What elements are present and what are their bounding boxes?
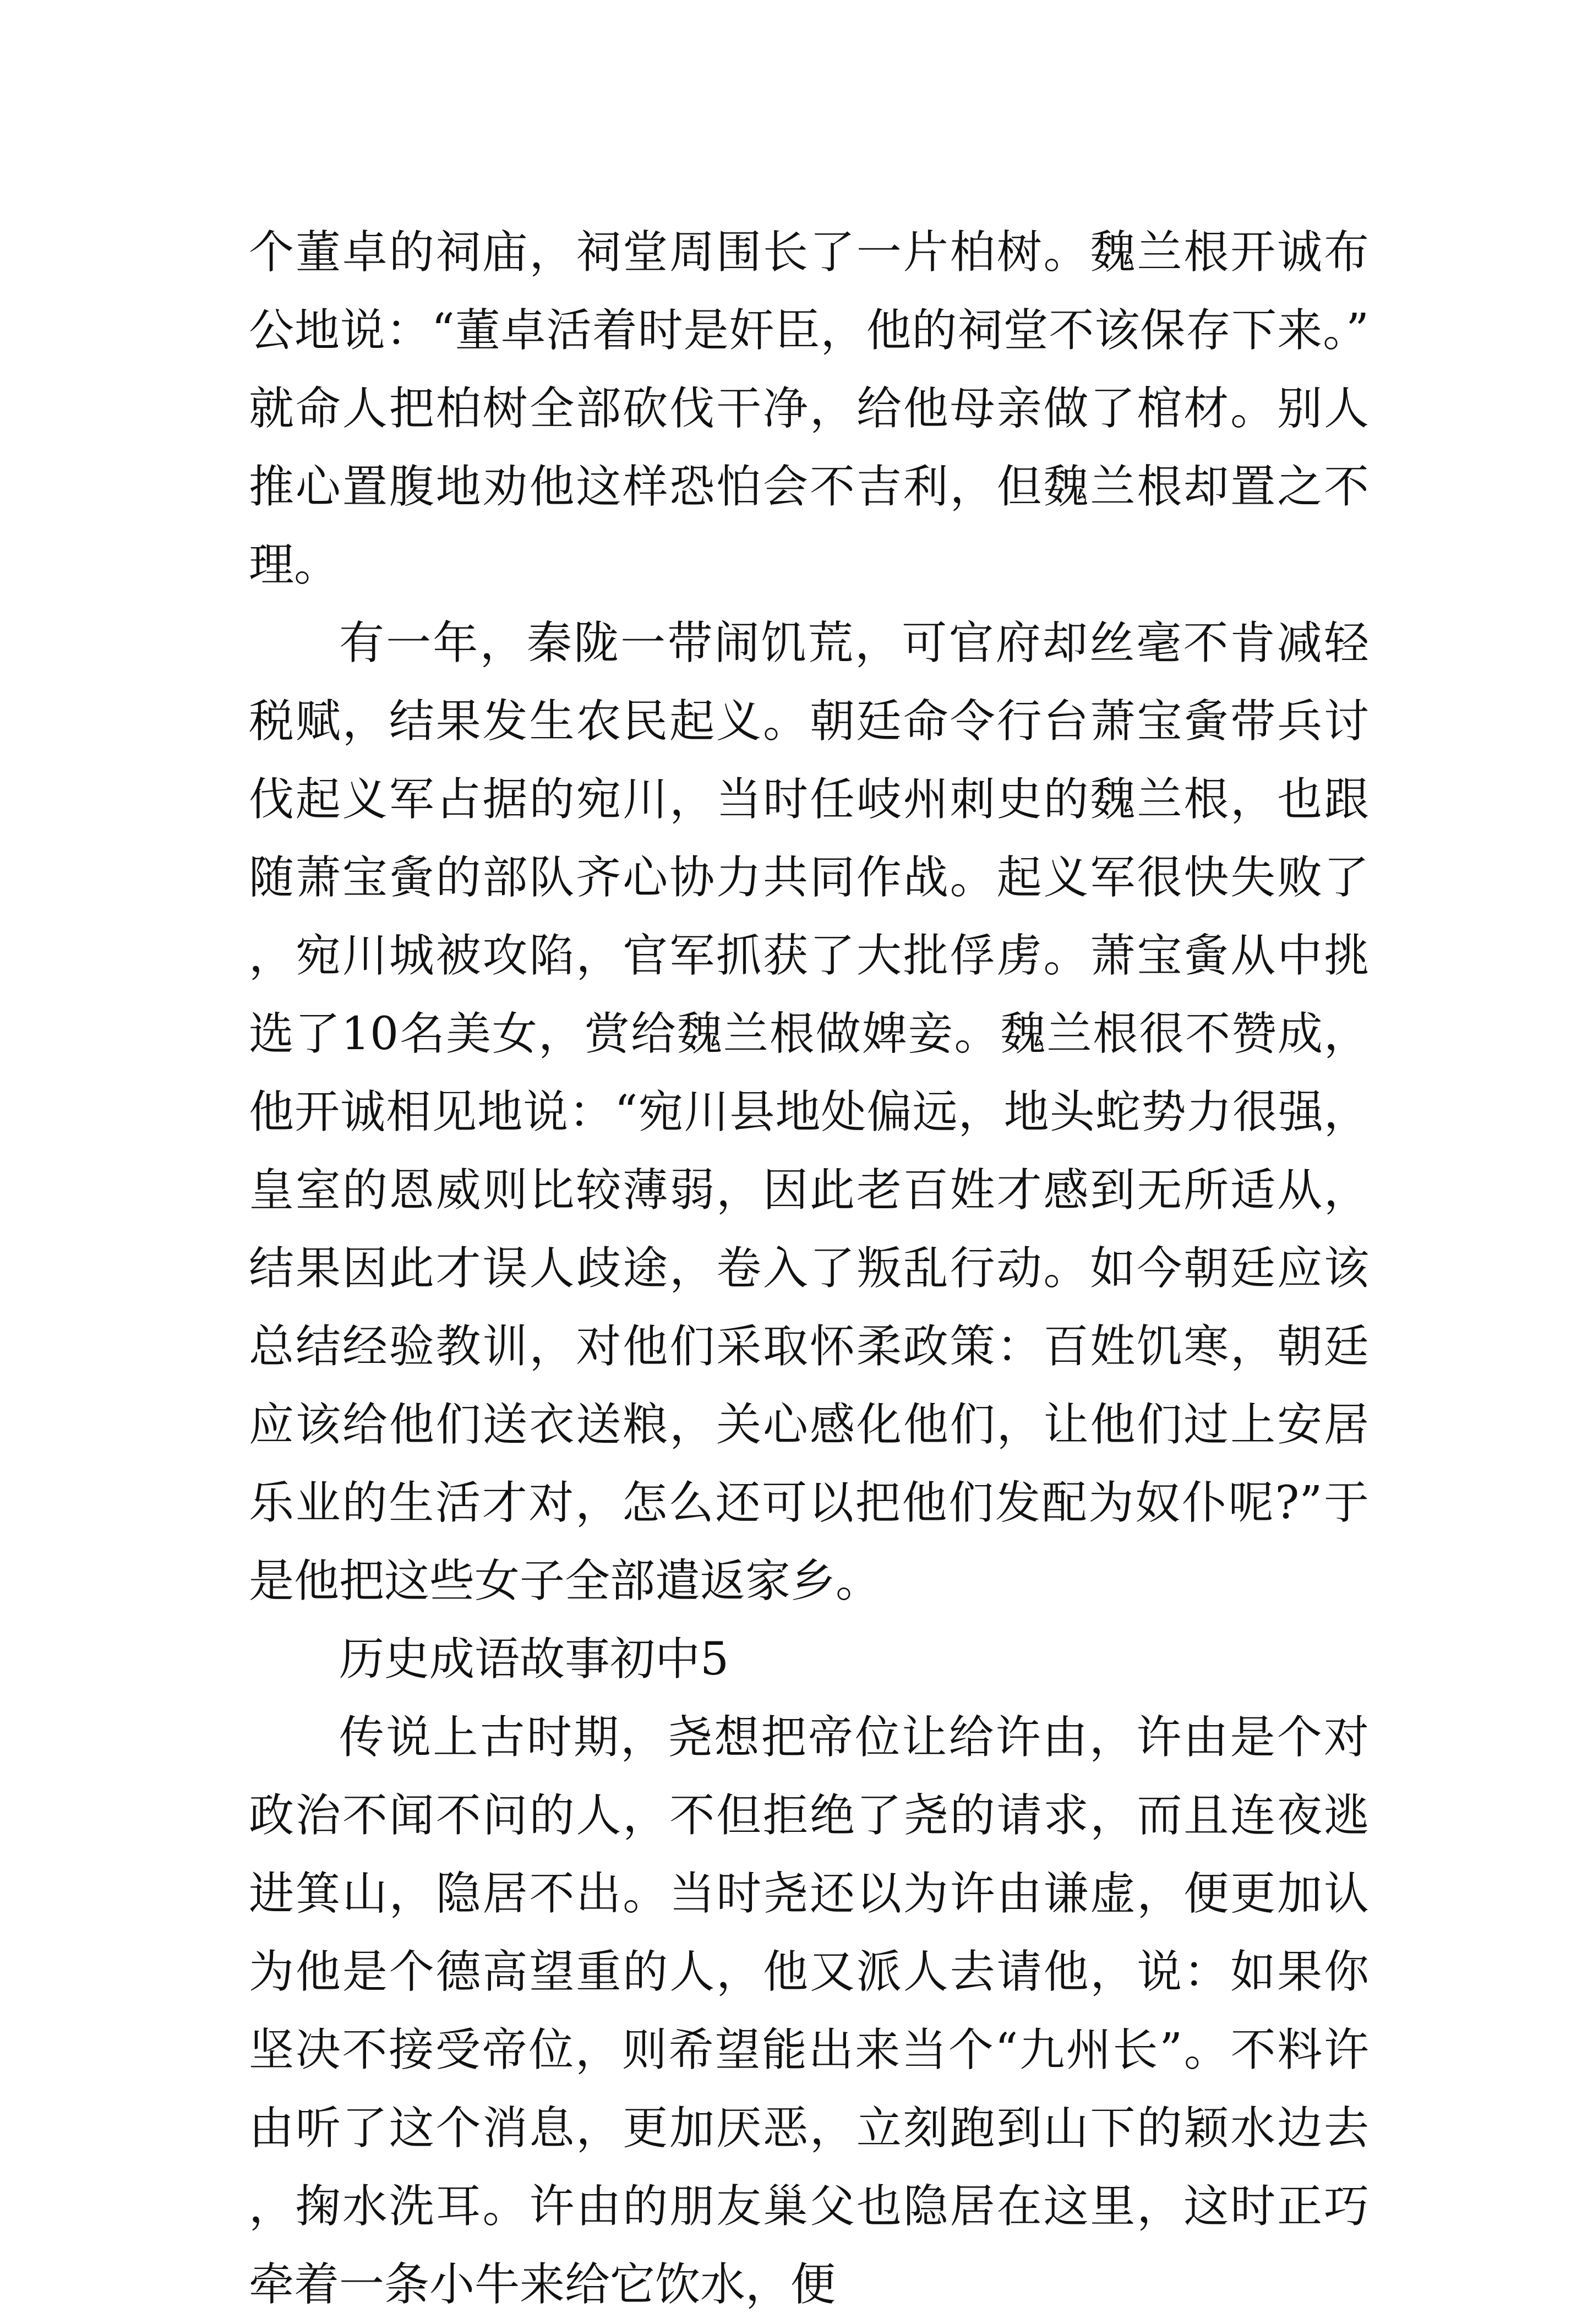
paragraph-1: 个董卓的祠庙，祠堂周围长了一片柏树。魏兰根开诚布公地说：“董卓活着时是奸臣，他的祠堂不该保存下来。”就命人把柏树全部砍伐干净，给他母亲做了棺材。别人推心置腹地劝他这样恐怕会不吉利，但魏兰根却置之不理。 [249, 226, 1369, 591]
document-body [249, 214, 1369, 2324]
paragraph-3: 传说上古时期，尧想把帝位让给许由，许由是个对政治不闻不问的人，不但拒绝了尧的请求，而且连夜逃进箕山，隐居不出。当时尧还以为许由谦虚，便更加认为他是个德高望重的人，他又派人去请他，说：如果你坚决不接受帝位，则希望能出来当个“九州长”。不料许由听了这个消息，更加厌恶，立刻跑到山下的颖水边去，掬水洗耳。许由的朋友巢父也隐居在这里，这时正巧牵着一条小牛来给它饮水，便 [249, 1711, 1369, 2311]
paragraph-2: 有一年，秦陇一带闹饥荒，可官府却丝毫不肯减轻税赋，结果发生农民起义。朝廷命令行台萧宝夤带兵讨伐起义军占据的宛川，当时任岐州刺史的魏兰根，也跟随萧宝夤的部队齐心协力共同作战。起义军很快失败了，宛川城被攻陷，官军抓获了大批俘虏。萧宝夤从中挑选了10名美女，赏给魏兰根做婢妾。魏兰根很不赞成，他开诚相见地说：“宛川县地处偏远，地头蛇势力很强，皇室的恩威则比较薄弱，因此老百姓才感到无所适从，结果因此才误人歧途，卷入了叛乱行动。如今朝廷应该总结经验教训，对他们采取怀柔政策：百姓饥寒，朝廷应该给他们送衣送粮，关心感化他们，让他们过上安居乐业的生活才对，怎么还可以把他们发配为奴仆呢?”于是他把这些女子全部遣返家乡。 [249, 617, 1369, 1607]
section-heading: 历史成语故事初中5 [339, 1633, 729, 1685]
